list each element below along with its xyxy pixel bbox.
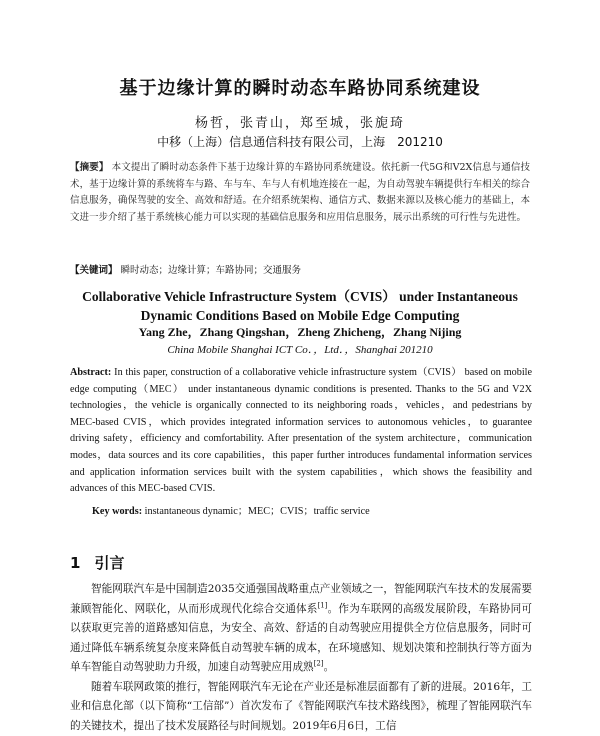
citation-ref-1[interactable]: [1] bbox=[318, 601, 328, 609]
english-abstract-text: In this paper, construction of a collaborative vehicle infrastructure system（CVIS） based on mobile edge computing（MEC） under instantaneous dynamic conditions is presented. Thanks to the 5G and V2X technologies，the vehicle is organically connected to its neighboring roads，vehicles，and pedestrians by MEC-based CVIS，which provides integrated information services to autonomous vehicles，to guarantee driving safety，efficiency and comfortability. After presentation of the system architecture，communication modes，data sources and its core capabilities，this paper further introduces fundamental information services and application information services built with the system capabilities，which shows the feasibility and advances of this MEC-based CVIS. bbox=[70, 367, 532, 494]
paragraph-1-text-c: 。 bbox=[324, 661, 335, 673]
chinese-abstract-tag: 【摘要】 bbox=[70, 162, 109, 173]
body-text bbox=[70, 580, 532, 736]
paragraph-1-text-a: 智能网联汽车是中国制造2035交通强国战略重点产业领域之一，智能网联汽车技术的发展需要兼顾智能化、网联化，从而形成现代化综合交通体系 bbox=[70, 583, 532, 615]
chinese-keywords-text: 瞬时动态；边缘计算；车路协同；交通服务 bbox=[121, 265, 302, 276]
chinese-authors: 杨哲，张青山，郑至城，张旎琦 bbox=[0, 112, 600, 131]
body-paragraph-2: 随着车联网政策的推行，智能网联汽车无论在产业还是标准层面都有了新的进展。2016年，工业和信息化部（以下简称“工信部”）首次发布了《智能网联汽车技术路线图》，梳理了智能网联汽车的关键技术，提出了技术发展路径与时间规划。2019年6月6日，工信 bbox=[70, 678, 532, 736]
chinese-abstract bbox=[70, 160, 530, 226]
english-affiliation: China Mobile Shanghai ICT Co．，Ltd．，Shanghai 201210 bbox=[0, 341, 600, 357]
section-title: 引言 bbox=[94, 554, 124, 572]
paragraph-1-text-b: 。作为车联网的高级发展阶段，车路协同可以获取更完善的道路感知信息，为安全、高效、舒适的自动驾驶应用提供全方位信息服务，同时可通过降低车辆系统复杂度来降低自动驾驶车辆的成本，在环境感知、规划决策和控制执行等方面为单车智能自动驾驶助力升级，加速自动驾驶应用成熟 bbox=[70, 603, 532, 674]
chinese-title: 基于边缘计算的瞬时动态车路协同系统建设 bbox=[0, 74, 600, 100]
english-abstract-label: Abstract: bbox=[70, 367, 111, 378]
citation-ref-2[interactable]: [2] bbox=[314, 659, 324, 667]
chinese-affiliation: 中移（上海）信息通信科技有限公司，上海 201210 bbox=[0, 133, 600, 150]
chinese-keywords-tag: 【关键词】 bbox=[70, 265, 118, 276]
body-paragraph-1 bbox=[70, 580, 532, 678]
english-authors: Yang Zhe，Zhang Qingshan，Zheng Zhicheng，Zhang Nijing bbox=[0, 323, 600, 340]
chinese-keywords bbox=[70, 262, 530, 276]
english-abstract bbox=[70, 365, 532, 498]
english-keywords-text: instantaneous dynamic；MEC；CVIS；traffic service bbox=[145, 506, 370, 517]
english-title: Collaborative Vehicle Infrastructure System（CVIS） under Instantaneous Dynamic Conditions Based on Mobile Edge Computing bbox=[60, 287, 540, 325]
english-keywords bbox=[92, 502, 532, 517]
section-number: 1 bbox=[70, 554, 80, 572]
chinese-abstract-text: 本文提出了瞬时动态条件下基于边缘计算的车路协同系统建设。依托新一代5G和V2X信息与通信技术，基于边缘计算的系统将车与路、车与车、车与人有机地连接在一起，为自动驾驶车辆提供行车相关的综合信息服务，确保驾驶的安全、高效和舒适。在介绍系统架构、通信方式、数据来源以及核心能力的基础上，本文进一步介绍了基于系统核心能力可以实现的基础信息服务和应用信息服务，展示出系统的可行性与先进性。 bbox=[70, 162, 530, 223]
english-keywords-label: Key words: bbox=[92, 506, 142, 517]
section-heading bbox=[70, 552, 124, 573]
